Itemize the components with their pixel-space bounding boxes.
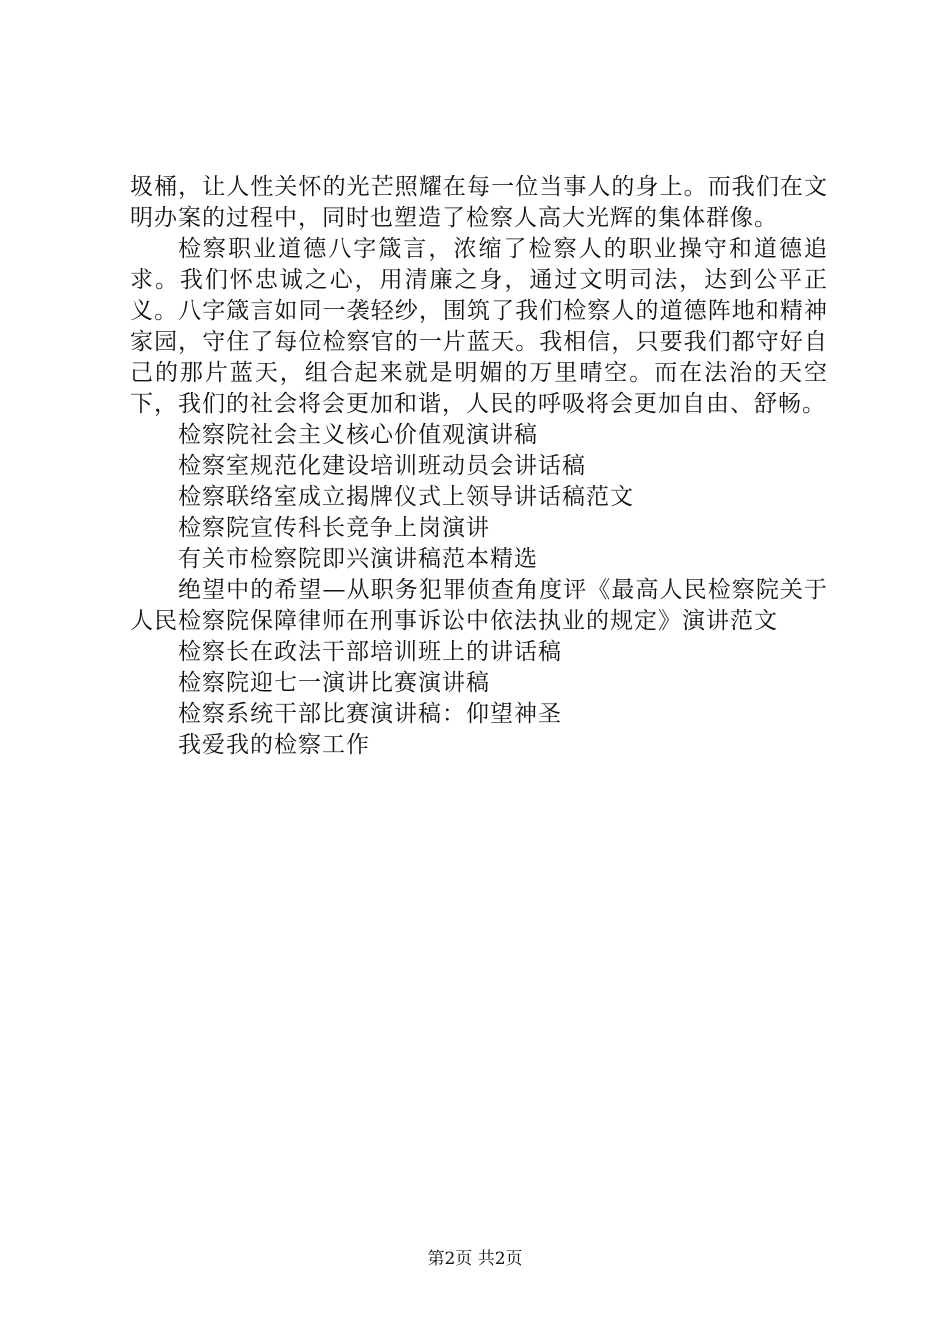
paragraph-continuation: 圾桶，让人性关怀的光芒照耀在每一位当事人的身上。而我们在文明办案的过程中，同时也塑造了检察人高大光辉的集体群像。: [130, 174, 828, 231]
page-number-footer: 第2页 共2页: [427, 1249, 523, 1269]
related-link-item[interactable]: 检察院宣传科长竞争上岗演讲: [178, 515, 490, 541]
related-link-item[interactable]: 我爱我的检察工作: [178, 732, 370, 758]
related-link-item[interactable]: 检察长在政法干部培训班上的讲话稿: [178, 639, 562, 665]
related-link-item[interactable]: 检察院社会主义核心价值观演讲稿: [178, 422, 538, 448]
paragraph-eight-word-motto: 检察职业道德八字箴言，浓缩了检察人的职业操守和道德追求。我们怀忠诚之心，用清廉之身，通过文明司法，达到公平正义。八字箴言如同一袭轻纱，围筑了我们检察人的道德阵地和精神家园，守住了每位检察官的一片蓝天。我相信，只要我们都守好自己的那片蓝天，组合起来就是明媚的万里晴空。而在法治的天空下，我们的社会将会更加和谐，人民的呼吸将会更加自由、舒畅。: [130, 236, 828, 417]
related-link-item[interactable]: 检察联络室成立揭牌仪式上领导讲话稿范文: [178, 484, 634, 510]
related-link-item[interactable]: 有关市检察院即兴演讲稿范本精选: [178, 546, 538, 572]
related-link-item[interactable]: 绝望中的希望—从职务犯罪侦查角度评《最高人民检察院关于人民检察院保障律师在刑事诉讼中依法执业的规定》演讲范文: [130, 577, 828, 634]
related-link-item[interactable]: 检察系统干部比赛演讲稿：仰望神圣: [178, 701, 562, 727]
document-body: [130, 172, 828, 761]
related-link-item[interactable]: 检察院迎七一演讲比赛演讲稿: [178, 670, 490, 696]
related-link-item[interactable]: 检察室规范化建设培训班动员会讲话稿: [178, 453, 586, 479]
